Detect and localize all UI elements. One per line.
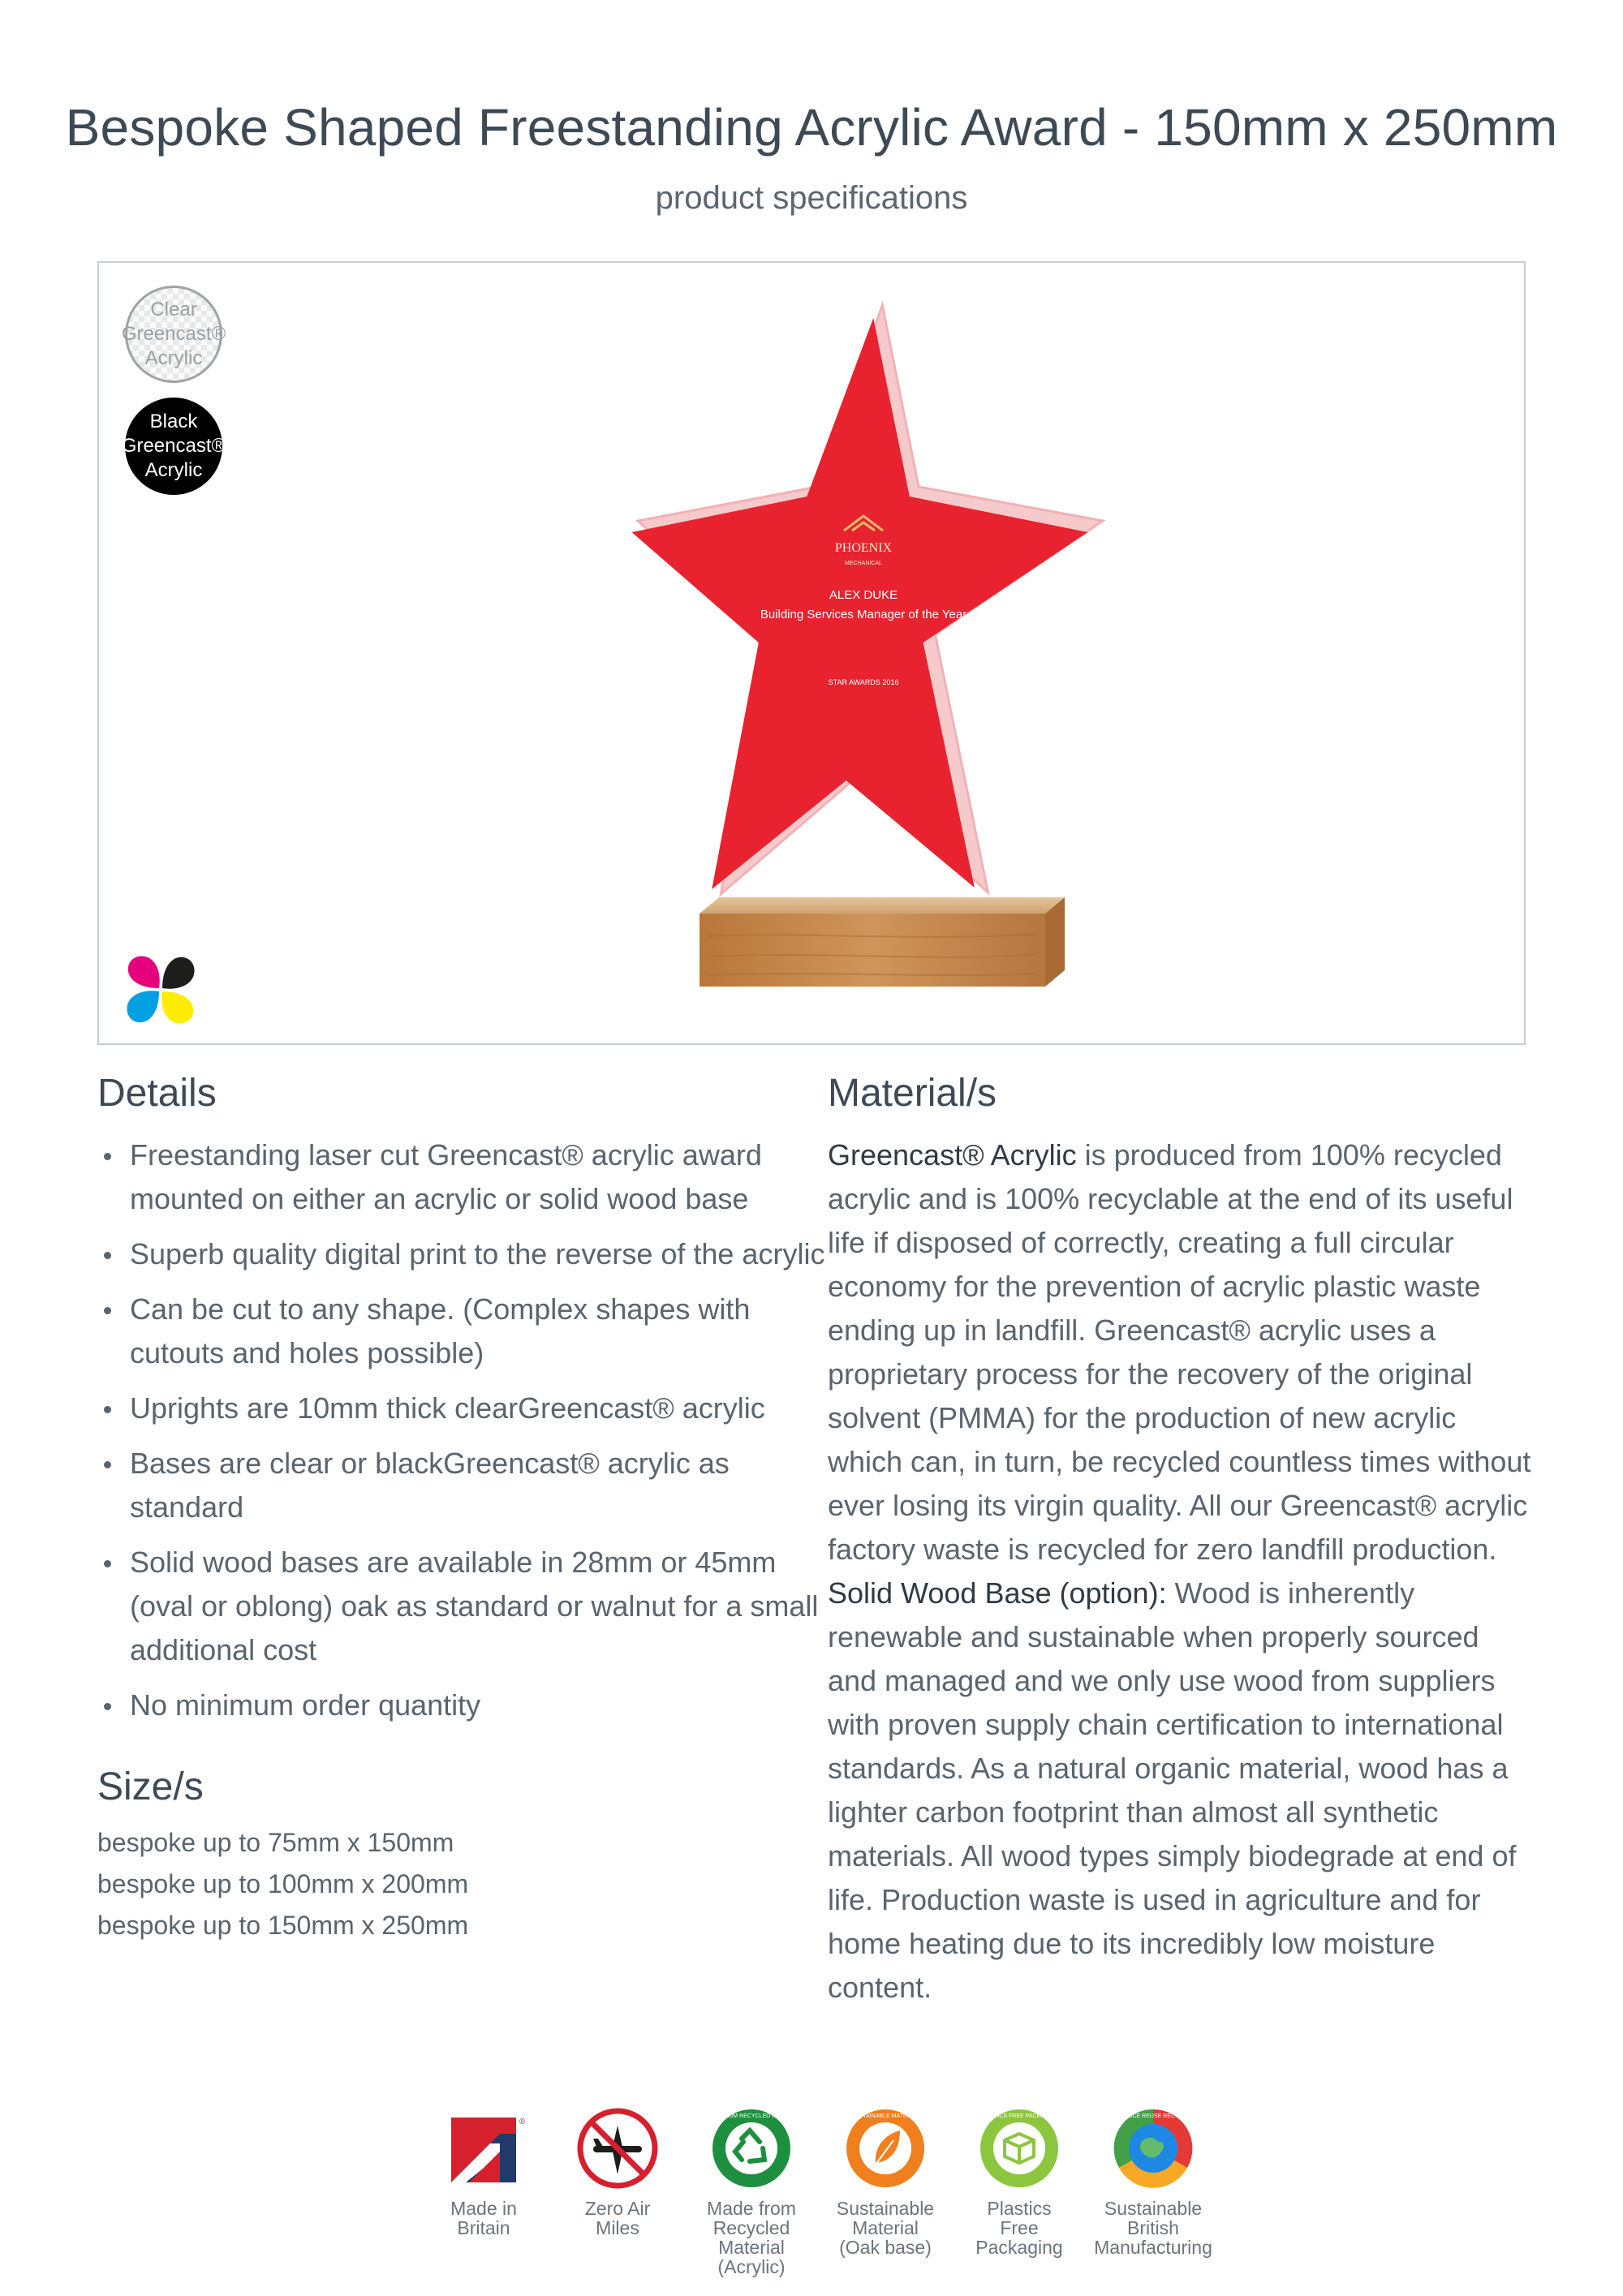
recycled-ring-text: MADE FROM RECYCLED MATERIAL [703,2113,800,2119]
star-acrylic-red [632,318,1088,889]
sustainable-manufacturing-icon [1111,2106,1195,2191]
greencast-paragraph [828,1133,1534,1572]
details-list [97,1133,828,1727]
details-item: No minimum order quantity [97,1683,828,1727]
badge-label: Sustainable British Manufacturing [1094,2198,1212,2258]
greencast-label: Greencast® Acrylic [828,1138,1077,1172]
badge-label: Plastics Free Packaging [975,2198,1063,2258]
details-item: Solid wood bases are available in 28mm or 45mm (oval or oblong) oak as standard or walnut for a small additional cost [97,1541,828,1672]
badge-sustainable-material [816,2106,954,2257]
badge-label: Zero Air Miles [584,2198,651,2238]
product-image-frame [97,261,1526,1045]
details-item: Freestanding laser cut Greencast® acrylic award mounted on either an acrylic or solid wood base [97,1133,828,1221]
details-item: Uprights are 10mm thick clearGreencast® acrylic [97,1387,828,1430]
plastics-free-packaging-icon [977,2106,1061,2191]
badge-sustainable-manufacturing [1084,2106,1222,2257]
details-item: Superb quality digital print to the reverse of the acrylic [97,1232,828,1276]
sustainable-ring-text: SUSTAINABLE MATERIAL [850,2113,920,2119]
zero-air-miles-icon [575,2106,660,2191]
badge-plastics-free [950,2106,1088,2257]
badge-zero-air-miles [549,2106,687,2238]
award-event-name: STAR AWARDS 2016 [828,678,899,686]
sizes-heading: Size/s [97,1765,204,1808]
badge-label: Made from Recycled Material (Acrylic) [707,2198,796,2277]
badge-label: Made in Britain [450,2198,517,2238]
details-item: Can be cut to any shape. (Complex shapes with cutouts and holes possible) [97,1288,828,1375]
wood-base [700,914,1045,987]
badge-label: Sustainable Material (Oak base) [836,2198,935,2258]
right-column [828,1071,1534,2010]
materials-heading: Material/s [828,1072,997,1115]
reduce-ring-text: REDUCE REUSE RECYCLE [1116,2113,1190,2119]
sustainability-badges [0,2106,1623,2293]
sustainable-material-icon [843,2106,928,2191]
svg-text:®: ® [519,2118,526,2126]
page-title: Bespoke Shaped Freestanding Acrylic Award - 150mm x 250mm [65,98,1558,157]
sizes-list [97,1822,828,1946]
wood-paragraph [828,1572,1534,2010]
wood-base-top [700,897,1065,914]
wood-base-description: Wood is inherently renewable and sustainable when properly sourced and managed and we only use wood from suppliers with proven supply chain certification to international standards. As a natural organic material, wood has a lighter carbon footprint than almost all synthetic materials. All wood types simply biodegrade at end of life. Production waste is used in agriculture and for home heating due to its incredibly low moisture content. [828,1576,1517,2004]
award-logo-subtext: MECHANICAL [845,561,882,566]
size-item: bespoke up to 150mm x 250mm [97,1911,469,1940]
cmyk-print-icon [122,951,200,1029]
badge-made-in-britain [415,2106,553,2238]
left-column [97,1071,828,1946]
size-item: bespoke up to 100mm x 200mm [97,1869,469,1898]
star-award-image [586,295,1154,1009]
details-heading: Details [97,1072,217,1115]
clear-acrylic-swatch[interactable]: Clear Greencast® Acrylic [125,286,222,383]
wood-base-label: Solid Wood Base (option): [828,1576,1167,1610]
award-recipient-role: Building Services Manager of the Year [760,608,967,621]
black-acrylic-swatch[interactable]: Black Greencast® Acrylic [125,398,222,495]
greencast-description: is produced from 100% recycled acrylic and is 100% recyclable at the end of its useful life if disposed of correctly, creating a full circular economy for the prevention of acrylic plastic waste ending up in landfill. Greencast® acrylic uses a proprietary process for the recovery of the original solvent (PMMA) for the production of new acrylic which can, in turn, be recycled countless times without ever losing its virgin quality. All our Greencast® acrylic factory waste is recycled for zero landfill production. [828,1138,1531,1566]
size-item: bespoke up to 75mm x 150mm [97,1828,454,1857]
award-logo-text: PHOENIX [834,541,893,555]
award-recipient-name: ALEX DUKE [829,588,898,602]
page-subtitle: product specifications [655,180,968,216]
recycled-material-icon [703,2106,800,2191]
made-in-britain-icon [441,2106,526,2191]
plastics-ring-text: PLASTICS FREE PACKAGING [979,2113,1059,2119]
badge-recycled-material [682,2106,820,2277]
details-item: Bases are clear or blackGreencast® acrylic as standard [97,1442,828,1529]
